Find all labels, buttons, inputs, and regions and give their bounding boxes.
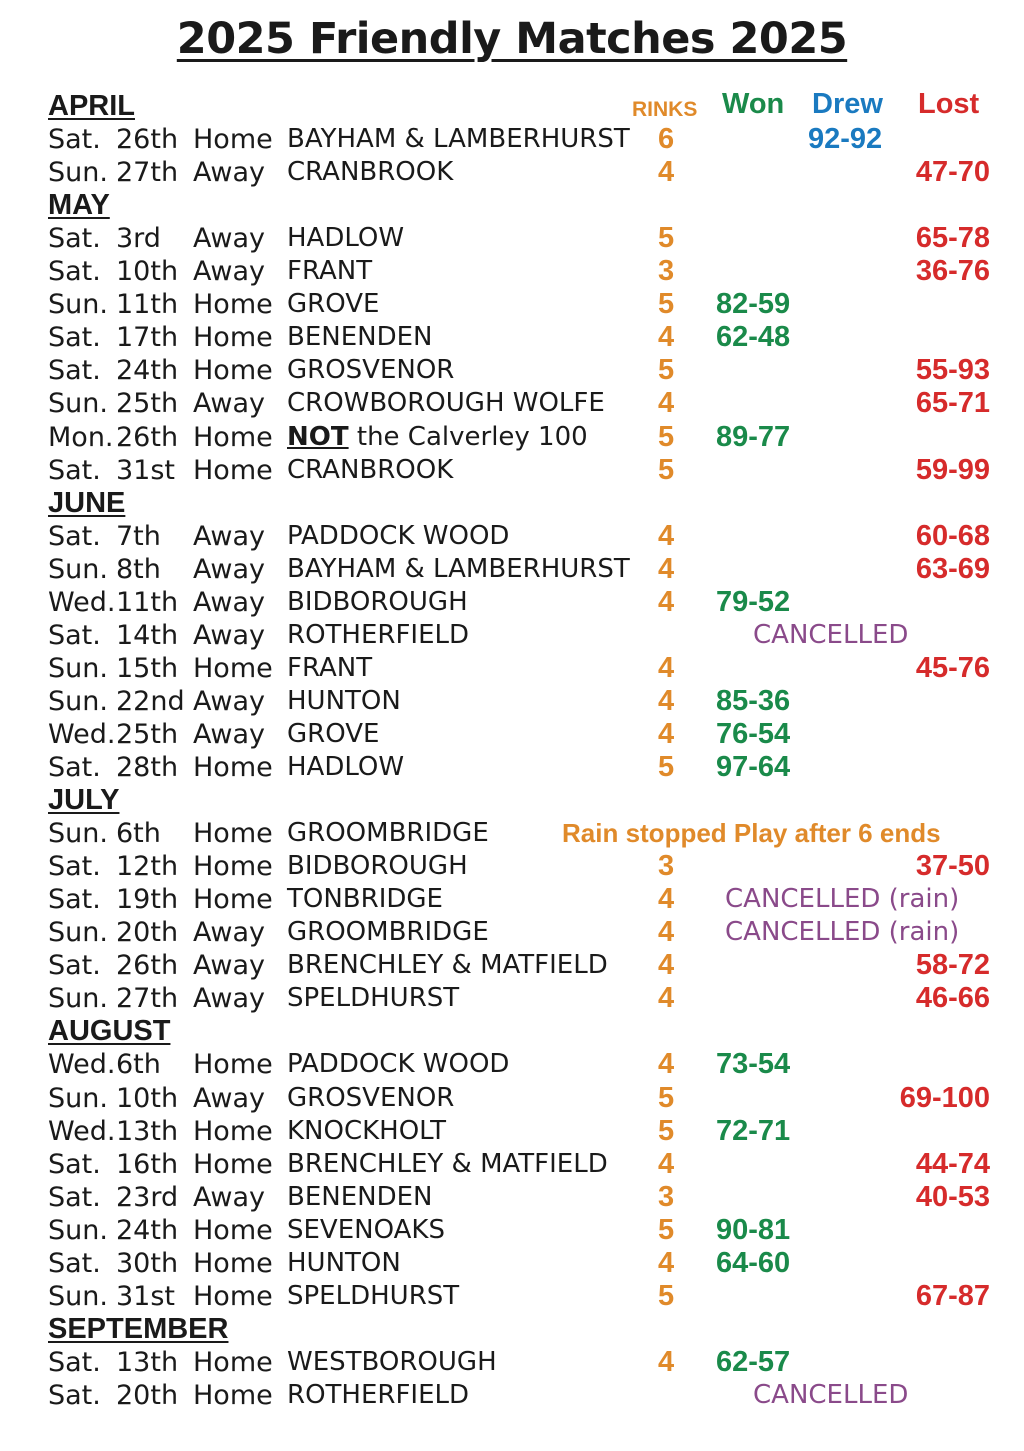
match-opponent: ROTHERFIELD <box>287 1379 470 1410</box>
match-status-note: CANCELLED (rain) <box>725 917 960 948</box>
rinks-count: 4 <box>658 552 675 585</box>
match-venue: Away <box>193 388 265 420</box>
match-venue: Away <box>193 256 265 288</box>
fixture-row <box>0 1247 1024 1280</box>
match-day: Sat. <box>48 256 101 288</box>
won-score: 62-48 <box>716 321 791 354</box>
fixture-row <box>0 288 1024 321</box>
match-venue: Home <box>193 1148 273 1180</box>
match-venue: Away <box>193 685 265 717</box>
fixture-row <box>0 718 1024 751</box>
match-date: 26th <box>116 124 179 156</box>
rinks-count: 3 <box>658 255 675 288</box>
match-opponent: CROWBOROUGH WOLFE <box>287 388 605 419</box>
match-day: Sat. <box>48 322 101 354</box>
fixture-row <box>0 520 1024 553</box>
lost-score: 65-78 <box>915 222 990 255</box>
match-opponent: BIDBOROUGH <box>287 851 468 882</box>
match-venue: Home <box>193 322 273 354</box>
fixture-row <box>0 1346 1024 1379</box>
match-day: Sat. <box>48 1346 101 1378</box>
match-opponent: HUNTON <box>287 685 401 716</box>
match-opponent: CRANBROOK <box>287 157 454 188</box>
match-date: 13th <box>116 1346 179 1378</box>
match-venue: Home <box>193 652 273 684</box>
match-day: Mon. <box>48 421 114 453</box>
match-venue: Away <box>193 553 265 585</box>
match-date: 28th <box>116 752 179 783</box>
match-opponent: HADLOW <box>287 223 405 254</box>
lost-score: 69-100 <box>899 1081 990 1114</box>
match-date: 31st <box>116 1280 176 1312</box>
match-status-note: CANCELLED (rain) <box>725 884 960 915</box>
match-venue: Home <box>193 1214 273 1246</box>
fixture-row <box>0 817 1024 850</box>
match-date: 24th <box>116 355 179 387</box>
match-venue: Home <box>193 1280 273 1312</box>
match-opponent: WESTBOROUGH <box>287 1346 497 1377</box>
match-venue: Away <box>193 950 265 982</box>
match-status-note: CANCELLED <box>753 1379 909 1410</box>
match-day: Sun. <box>48 652 108 684</box>
lost-score: 36-76 <box>915 255 990 288</box>
fixture-row <box>0 255 1024 288</box>
match-venue: Home <box>193 454 273 486</box>
lost-score: 65-71 <box>915 387 990 420</box>
opponent-emphasis: NOT <box>287 421 349 452</box>
rinks-count: 4 <box>658 883 675 916</box>
rinks-count: 5 <box>658 288 675 321</box>
rinks-count: 5 <box>658 1081 675 1114</box>
match-day: Sun. <box>48 917 108 949</box>
won-score: 97-64 <box>716 751 791 783</box>
fixture-row <box>0 1214 1024 1247</box>
fixture-row <box>0 586 1024 619</box>
match-opponent: BAYHAM & LAMBERHURST <box>287 124 630 155</box>
match-date: 20th <box>116 917 179 949</box>
match-venue: Away <box>193 1082 265 1114</box>
match-date: 3rd <box>116 223 161 255</box>
match-date: 8th <box>116 553 161 585</box>
match-venue: Away <box>193 586 265 618</box>
match-venue: Home <box>193 1049 273 1081</box>
month-heading: SEPTEMBER <box>48 1312 229 1345</box>
match-date: 30th <box>116 1247 179 1279</box>
match-opponent: BENENDEN <box>287 1181 433 1212</box>
rinks-count: 4 <box>658 387 675 420</box>
match-opponent: FRANT <box>287 652 373 683</box>
fixture-row <box>0 421 1024 454</box>
match-venue: Away <box>193 520 265 552</box>
match-date: 19th <box>116 884 179 916</box>
match-venue: Away <box>193 1181 265 1213</box>
rinks-count: 4 <box>658 1246 675 1279</box>
month-heading: AUGUST <box>48 1015 171 1048</box>
match-day: Sat. <box>48 1148 101 1180</box>
match-date: 11th <box>116 586 179 618</box>
rinks-header: RINKS <box>632 98 698 121</box>
match-venue: Home <box>193 1346 273 1378</box>
match-day: Sat. <box>48 950 101 982</box>
match-opponent: BRENCHLEY & MATFIELD <box>287 950 608 981</box>
match-opponent: KNOCKHOLT <box>287 1115 446 1146</box>
page-title: 2025 Friendly Matches 2025 <box>176 14 848 64</box>
match-opponent: GROSVENOR <box>287 1082 455 1113</box>
match-day: Sat. <box>48 1181 101 1213</box>
won-score: 89-77 <box>716 420 791 453</box>
match-venue: Home <box>193 289 273 321</box>
match-date: 16th <box>116 1148 179 1180</box>
fixture-row <box>0 883 1024 916</box>
match-date: 20th <box>116 1379 179 1411</box>
match-day: Wed. <box>48 718 116 750</box>
fixture-row <box>0 850 1024 883</box>
rinks-count: 4 <box>658 1048 675 1081</box>
match-day: Sat. <box>48 1247 101 1279</box>
match-venue: Away <box>193 983 265 1015</box>
month-heading: APRIL <box>48 90 135 122</box>
rinks-count: 5 <box>658 354 675 387</box>
match-opponent: HUNTON <box>287 1247 401 1278</box>
match-date: 13th <box>116 1115 179 1147</box>
rinks-count: 5 <box>658 751 675 783</box>
lost-score: 58-72 <box>915 949 990 982</box>
match-venue: Home <box>193 818 273 850</box>
match-venue: Home <box>193 421 273 453</box>
rinks-count: 4 <box>658 321 675 354</box>
match-date: 25th <box>116 388 179 420</box>
match-day: Sun. <box>48 388 108 420</box>
rinks-count: 4 <box>658 1345 675 1378</box>
match-venue: Home <box>193 884 273 916</box>
match-day: Sun. <box>48 685 108 717</box>
match-venue: Home <box>193 752 273 783</box>
match-venue: Home <box>193 124 273 156</box>
fixture-row <box>0 652 1024 685</box>
match-date: 7th <box>116 520 161 552</box>
match-day: Sun. <box>48 1280 108 1312</box>
match-day: Sat. <box>48 884 101 916</box>
match-day: Sat. <box>48 454 101 486</box>
rinks-count: 4 <box>658 585 675 618</box>
fixture-row <box>0 354 1024 387</box>
rinks-count: 5 <box>658 1114 675 1147</box>
fixture-row <box>0 751 1024 784</box>
match-day: Wed. <box>48 586 116 618</box>
rinks-count: 4 <box>658 651 675 684</box>
fixture-row <box>0 1082 1024 1115</box>
rinks-count: 5 <box>658 453 675 486</box>
rinks-count: 4 <box>658 684 675 717</box>
rinks-count: 3 <box>658 850 675 883</box>
lost-score: 47-70 <box>915 156 990 189</box>
match-opponent: BIDBOROUGH <box>287 586 468 617</box>
match-venue: Home <box>193 851 273 883</box>
fixture-row <box>0 685 1024 718</box>
match-day: Sun. <box>48 157 108 189</box>
match-date: 23rd <box>116 1181 179 1213</box>
rinks-count: 3 <box>658 1180 675 1213</box>
won-score: 90-81 <box>716 1213 791 1246</box>
match-opponent: HADLOW <box>287 752 405 782</box>
won-score: 85-36 <box>716 684 791 717</box>
match-day: Sat. <box>48 355 101 387</box>
match-date: 10th <box>116 1082 179 1114</box>
match-opponent: GROVE <box>287 718 380 749</box>
rinks-count: 5 <box>658 420 675 453</box>
match-date: 26th <box>116 950 179 982</box>
fixture-row <box>0 916 1024 949</box>
won-score: 64-60 <box>716 1246 791 1279</box>
match-opponent: PADDOCK WOOD <box>287 520 510 551</box>
won-score: 72-71 <box>716 1114 791 1147</box>
rinks-count: 4 <box>658 916 675 949</box>
lost-header: Lost <box>918 88 980 120</box>
match-opponent: NOT the Calverley 100 <box>287 421 588 452</box>
fixture-row <box>0 619 1024 652</box>
match-date: 15th <box>116 652 179 684</box>
fixture-row <box>0 1148 1024 1181</box>
match-venue: Away <box>193 917 265 949</box>
match-date: 31st <box>116 454 176 486</box>
won-header: Won <box>722 88 785 120</box>
match-opponent: PADDOCK WOOD <box>287 1049 510 1080</box>
lost-score: 44-74 <box>915 1147 990 1180</box>
match-date: 12th <box>116 851 179 883</box>
match-opponent: ROTHERFIELD <box>287 619 470 650</box>
match-venue: Away <box>193 718 265 750</box>
match-day: Sun. <box>48 818 108 850</box>
match-date: 27th <box>116 983 179 1015</box>
lost-score: 46-66 <box>915 982 990 1015</box>
rinks-count: 4 <box>658 156 675 189</box>
lost-score: 67-87 <box>915 1279 990 1312</box>
match-day: Sat. <box>48 752 101 783</box>
fixture-row <box>0 1280 1024 1313</box>
match-date: 24th <box>116 1214 179 1246</box>
rinks-count: 4 <box>658 982 675 1015</box>
match-date: 17th <box>116 322 179 354</box>
rinks-count: 5 <box>658 1279 675 1312</box>
fixture-row <box>0 321 1024 354</box>
lost-score: 40-53 <box>915 1180 990 1213</box>
match-day: Wed. <box>48 1115 116 1147</box>
match-date: 25th <box>116 718 179 750</box>
month-heading: JULY <box>48 784 120 817</box>
match-opponent: GROOMBRIDGE <box>287 818 489 849</box>
match-opponent: BAYHAM & LAMBERHURST <box>287 553 630 584</box>
match-opponent: GROOMBRIDGE <box>287 917 489 948</box>
won-score: 76-54 <box>716 717 791 750</box>
match-venue: Away <box>193 157 265 189</box>
match-opponent: CRANBROOK <box>287 454 454 485</box>
rinks-count: 5 <box>658 222 675 255</box>
match-venue: Home <box>193 1379 273 1411</box>
match-date: 14th <box>116 619 179 651</box>
match-opponent: GROSVENOR <box>287 355 455 386</box>
fixture-row <box>0 1115 1024 1148</box>
match-venue: Away <box>193 619 265 651</box>
fixture-row <box>0 156 1024 189</box>
match-day: Sun. <box>48 1082 108 1114</box>
rinks-count: 6 <box>658 123 675 156</box>
match-date: 6th <box>116 1049 161 1081</box>
match-opponent: BENENDEN <box>287 322 433 353</box>
match-date: 11th <box>116 289 179 321</box>
match-date: 22nd <box>116 685 185 717</box>
lost-score: 37-50 <box>915 850 990 883</box>
won-score: 82-59 <box>716 288 791 321</box>
match-opponent: SPELDHURST <box>287 983 460 1014</box>
fixture-row <box>0 553 1024 586</box>
match-opponent: GROVE <box>287 289 380 320</box>
lost-score: 59-99 <box>915 453 990 486</box>
fixture-row <box>0 1181 1024 1214</box>
match-opponent: TONBRIDGE <box>287 884 443 915</box>
lost-score: 60-68 <box>915 519 990 552</box>
match-date: 10th <box>116 256 179 288</box>
fixture-row <box>0 982 1024 1015</box>
match-opponent: FRANT <box>287 256 373 287</box>
month-heading: MAY <box>48 189 110 222</box>
fixture-row <box>0 949 1024 982</box>
fixture-row <box>0 387 1024 420</box>
fixture-row <box>0 1379 1024 1412</box>
rain-note: Rain stopped Play after 6 ends <box>562 818 941 849</box>
match-opponent: SEVENOAKS <box>287 1214 445 1245</box>
match-date: 6th <box>116 818 161 850</box>
match-day: Sat. <box>48 520 101 552</box>
match-day: Sat. <box>48 124 101 156</box>
match-status-note: CANCELLED <box>753 619 909 650</box>
drew-header: Drew <box>812 88 883 120</box>
lost-score: 63-69 <box>915 552 990 585</box>
fixture-row <box>0 454 1024 487</box>
match-venue: Away <box>193 223 265 255</box>
fixture-row <box>0 123 1024 156</box>
drew-score: 92-92 <box>808 123 883 156</box>
won-score: 73-54 <box>716 1048 791 1081</box>
match-venue: Home <box>193 1247 273 1279</box>
match-opponent: SPELDHURST <box>287 1280 460 1311</box>
fixture-row <box>0 222 1024 255</box>
match-venue: Home <box>193 355 273 387</box>
month-heading: JUNE <box>48 486 126 519</box>
match-day: Sun. <box>48 553 108 585</box>
match-opponent: BRENCHLEY & MATFIELD <box>287 1148 608 1179</box>
match-day: Sat. <box>48 851 101 883</box>
rinks-count: 4 <box>658 949 675 982</box>
match-date: 26th <box>116 421 179 453</box>
match-venue: Home <box>193 1115 273 1147</box>
match-date: 27th <box>116 157 179 189</box>
rinks-count: 5 <box>658 1213 675 1246</box>
rinks-count: 4 <box>658 519 675 552</box>
won-score: 62-57 <box>716 1345 791 1378</box>
lost-score: 45-76 <box>915 651 990 684</box>
rinks-count: 4 <box>658 717 675 750</box>
match-day: Sun. <box>48 983 108 1015</box>
match-day: Sat. <box>48 619 101 651</box>
won-score: 79-52 <box>716 585 791 618</box>
match-day: Sun. <box>48 289 108 321</box>
lost-score: 55-93 <box>915 354 990 387</box>
match-day: Sat. <box>48 223 101 255</box>
match-day: Sun. <box>48 1214 108 1246</box>
fixture-row <box>0 1048 1024 1081</box>
match-day: Sat. <box>48 1379 101 1411</box>
rinks-count: 4 <box>658 1147 675 1180</box>
match-day: Wed. <box>48 1049 116 1081</box>
